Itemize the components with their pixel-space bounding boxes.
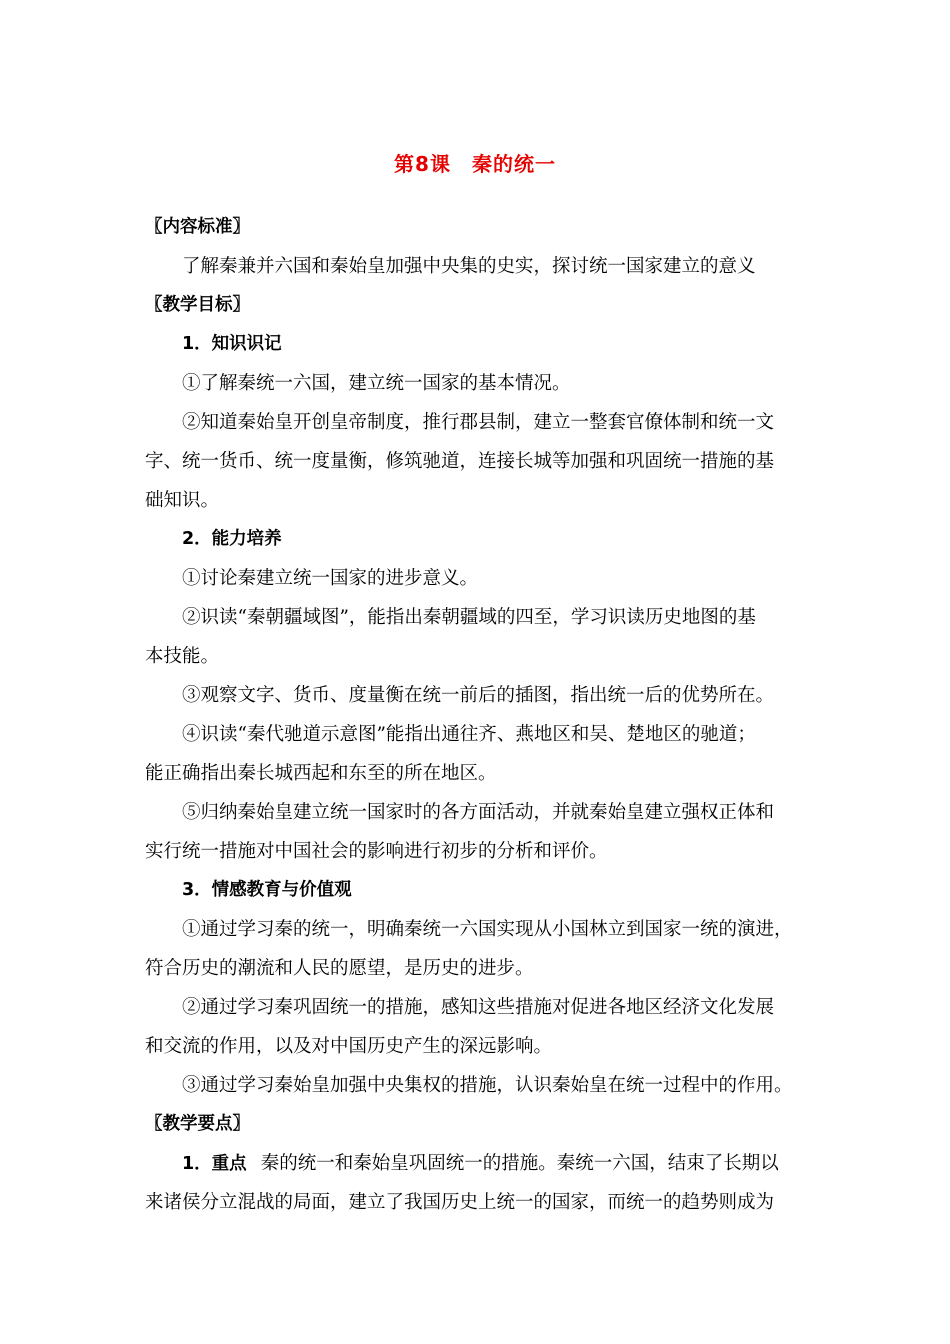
paragraph-continuation: 础知识。 (145, 490, 220, 511)
key-point-text: 秦的统一和秦始皇巩固统一的措施。秦统一六国，结束了长期以 (260, 1153, 779, 1174)
paragraph (145, 1144, 805, 1183)
section-heading-content-standard: 〖内容标准〗 (145, 217, 250, 237)
paragraph: ①讨论秦建立统一国家的进步意义。 (182, 568, 479, 589)
paragraph: ⑤归纳秦始皇建立统一国家时的各方面活动，并就秦始皇建立强权正体和 (182, 802, 775, 823)
subheading-ability: 2．能力培养 (182, 529, 282, 549)
paragraph: ④识读“秦代驰道示意图”能指出通往齐、燕地区和吴、楚地区的驰道； (182, 724, 756, 745)
paragraph-continuation: 来诸侯分立混战的局面，建立了我国历史上统一的国家，而统一的趋势则成为 (145, 1192, 775, 1213)
paragraph: ②识读“秦朝疆域图”，能指出秦朝疆域的四至，学习识读历史地图的基 (182, 607, 756, 628)
paragraph-continuation: 和交流的作用，以及对中国历史产生的深远影响。 (145, 1036, 553, 1057)
paragraph-continuation: 字、统一货币、统一度量衡，修筑驰道，连接长城等加强和巩固统一措施的基 (145, 451, 775, 472)
key-point-label: 1．重点 (182, 1154, 247, 1174)
paragraph: ③观察文字、货币、度量衡在统一前后的插图，指出统一后的优势所在。 (182, 685, 775, 706)
paragraph: ①通过学习秦的统一，明确秦统一六国实现从小国林立到国家一统的演进， (182, 919, 793, 940)
subheading-knowledge: 1．知识识记 (182, 334, 282, 354)
paragraph-continuation: 本技能。 (145, 646, 220, 667)
section-heading-key-points: 〖教学要点〗 (145, 1114, 250, 1134)
paragraph: ①了解秦统一六国，建立统一国家的基本情况。 (182, 373, 571, 394)
paragraph-continuation: 能正确指出秦长城西起和东至的所在地区。 (145, 763, 497, 784)
paragraph: ③通过学习秦始皇加强中央集权的措施，认识秦始皇在统一过程中的作用。 (182, 1075, 793, 1096)
document-body (145, 208, 805, 1222)
paragraph-continuation: 实行统一措施对中国社会的影响进行初步的分析和评价。 (145, 841, 608, 862)
subheading-values: 3．情感教育与价值观 (182, 880, 352, 900)
paragraph: ②通过学习秦巩固统一的措施，感知这些措施对促进各地区经济文化发展 (182, 997, 775, 1018)
paragraph: 了解秦兼并六国和秦始皇加强中央集的史实，探讨统一国家建立的意义 (182, 256, 756, 277)
paragraph: ②知道秦始皇开创皇帝制度，推行郡县制，建立一整套官僚体制和统一文 (182, 412, 775, 433)
lesson-title: 第8课 秦的统一 (394, 152, 556, 176)
paragraph-continuation: 符合历史的潮流和人民的愿望，是历史的进步。 (145, 958, 534, 979)
section-heading-teaching-goals: 〖教学目标〗 (145, 295, 250, 315)
